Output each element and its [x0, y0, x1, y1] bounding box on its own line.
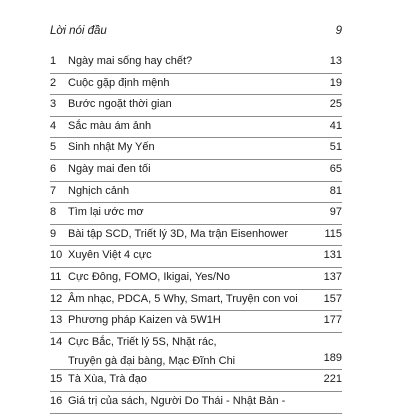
chapter-title-line: Bước ngoặt thời gian [68, 98, 172, 111]
chapter-number: 5 [50, 141, 57, 154]
chapter-number: 3 [50, 98, 57, 111]
chapter-number: 14 [50, 335, 63, 348]
toc-entry [50, 224, 342, 247]
chapter-title-line: Ngày mai đen tối [68, 163, 151, 175]
chapter-title [68, 137, 155, 159]
chapter-title [68, 289, 298, 311]
preface-page-number: 9 [335, 25, 342, 37]
chapter-title-line: Sắc màu ám ảnh [68, 119, 152, 132]
chapter-title [68, 181, 129, 203]
chapter-title-line: Truyện gà đại bàng, Mạc Đĩnh Chi [68, 355, 236, 368]
preface-entry [50, 20, 342, 42]
chapter-title-line: Cực Bắc, Triết lý 5S, Nhặt rác, [68, 335, 217, 348]
chapter-title-line: Giá trị của sách, Người Do Thái - Nhật Bản - [68, 395, 286, 407]
chapter-title [68, 391, 285, 413]
chapter-number: 4 [50, 119, 57, 132]
toc-entry [50, 116, 342, 139]
chapter-title [68, 202, 144, 224]
chapter-page-number: 51 [329, 141, 342, 154]
chapter-number: 9 [50, 227, 57, 240]
toc-entry [50, 245, 342, 268]
toc-entry [50, 267, 342, 290]
chapter-title-line: Tìm lại ước mơ [68, 206, 144, 219]
chapter-page-number: 65 [329, 163, 342, 175]
chapter-title [68, 94, 172, 116]
chapter-number: 10 [50, 249, 63, 262]
chapter-page-number: 189 [323, 351, 342, 364]
chapter-title [68, 224, 288, 246]
chapter-title-line: Xuyên Việt 4 cực [68, 249, 152, 262]
chapter-number: 1 [50, 55, 57, 67]
chapter-title [68, 73, 170, 95]
chapter-page-number: 19 [329, 76, 342, 89]
chapter-number: 6 [50, 163, 57, 175]
toc-entry [50, 332, 342, 371]
chapter-title-line: Cuộc gặp định mệnh [68, 76, 170, 89]
chapter-title-line: Ngày mai sống hay chết? [68, 55, 193, 67]
chapter-title-line: Bài tập SCD, Triết lý 3D, Ma trận Eisenhower [68, 227, 289, 240]
chapter-title-line: Sinh nhật My Yến [68, 141, 155, 154]
chapter-page-number: 13 [329, 55, 342, 67]
chapter-title-line: Tà Xùa, Trà đạo [68, 373, 147, 386]
chapter-number: 8 [50, 206, 57, 219]
toc-entry [50, 181, 342, 204]
chapter-title [68, 310, 221, 332]
chapter-page-number: 81 [329, 184, 342, 197]
toc-entry [50, 310, 342, 333]
chapter-title [68, 369, 147, 391]
chapter-page-number: 115 [324, 227, 342, 240]
toc-entry [50, 137, 342, 160]
chapter-title [68, 245, 152, 267]
chapter-page-number: 41 [329, 119, 342, 132]
chapter-page-number: 221 [323, 373, 342, 386]
toc-entry [50, 289, 342, 312]
chapter-title [68, 332, 235, 370]
toc-entry [50, 369, 342, 392]
preface-title: Lời nói đầu [50, 25, 107, 37]
toc-entry [50, 73, 342, 96]
chapter-page-number: 137 [323, 271, 342, 283]
chapter-title-line: Âm nhạc, PDCA, 5 Why, Smart, Truyện con voi [68, 292, 298, 305]
chapter-page-number: 157 [323, 292, 342, 305]
chapter-title-line: Cực Đông, FOMO, Ikigai, Yes/No [68, 271, 231, 283]
chapter-title [68, 267, 230, 289]
chapter-number: 2 [50, 76, 57, 89]
chapter-number: 16 [50, 395, 63, 407]
chapter-title-line: Nghịch cảnh [68, 184, 130, 197]
chapter-number: 12 [50, 292, 63, 305]
toc-entry [50, 51, 342, 74]
toc-entry [50, 202, 342, 225]
toc-entry [50, 159, 342, 182]
chapter-page-number: 97 [329, 206, 342, 219]
chapter-title [68, 116, 151, 138]
chapter-number: 11 [50, 271, 62, 283]
chapter-number: 13 [50, 314, 63, 327]
chapter-page-number: 131 [323, 249, 342, 262]
chapter-title-line: Phương pháp Kaizen và 5W1H [68, 314, 221, 327]
chapter-page-number: 177 [323, 314, 342, 327]
chapter-page-number: 25 [329, 98, 342, 111]
toc-entry [50, 391, 342, 414]
chapter-number: 7 [50, 184, 57, 197]
chapter-title [68, 51, 192, 73]
chapter-number: 15 [50, 373, 63, 386]
chapter-title [68, 159, 151, 181]
toc-entry [50, 94, 342, 117]
